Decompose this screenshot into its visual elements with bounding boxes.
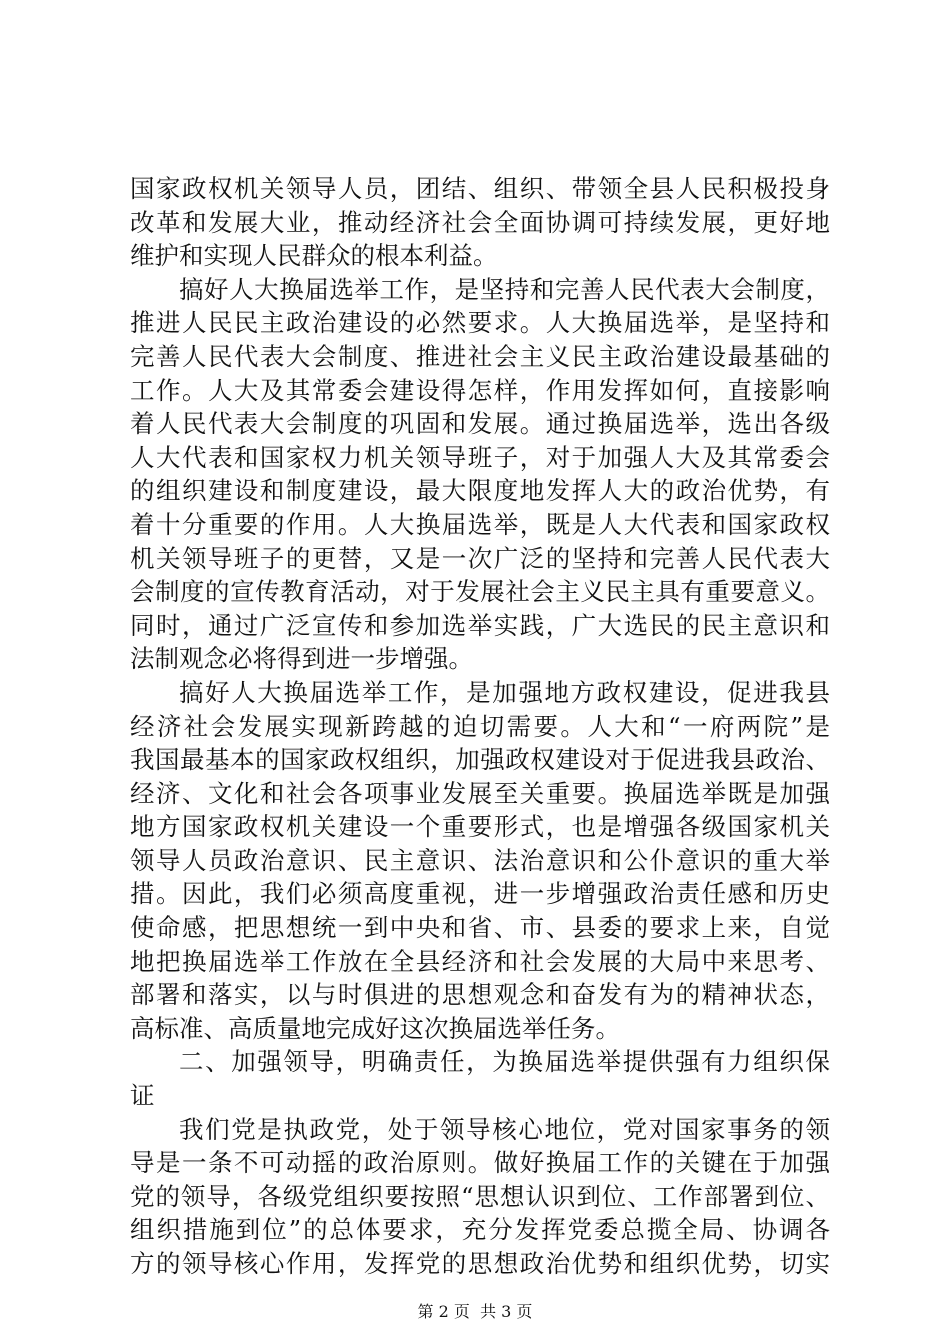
text-line: 领导人员政治意识、民主意识、法治意识和公仆意识的重大举 — [130, 845, 830, 875]
text-line: 措。因此，我们必须高度重视，进一步增强政治责任感和历史 — [130, 879, 830, 909]
text-line: 的组织建设和制度建设，最大限度地发挥人大的政治优势，有 — [130, 476, 830, 506]
text-line: 维护和实现人民群众的根本利益。 — [130, 241, 498, 271]
text-line: 着人民代表大会制度的巩固和发展。通过换届选举，选出各级 — [130, 409, 830, 439]
text-line: 二、加强领导，明确责任，为换届选举提供强有力组织保 — [179, 1047, 830, 1077]
text-line: 推进人民民主政治建设的必然要求。人大换届选举，是坚持和 — [130, 308, 830, 338]
text-line: 搞好人大换届选举工作，是加强地方政权建设，促进我县 — [179, 677, 830, 707]
text-line: 组织措施到位”的总体要求，充分发挥党委总揽全局、协调各 — [130, 1215, 830, 1245]
text-line: 同时，通过广泛宣传和参加选举实践，广大选民的民主意识和 — [130, 610, 830, 640]
text-line: 搞好人大换届选举工作，是坚持和完善人民代表大会制度， — [179, 274, 830, 304]
text-line: 完善人民代表大会制度、推进社会主义民主政治建设最基础的 — [130, 341, 830, 371]
text-line: 经济、文化和社会各项事业发展至关重要。换届选举既是加强 — [130, 778, 830, 808]
text-line: 国家政权机关领导人员，团结、组织、带领全县人民积极投身 — [130, 174, 830, 203]
text-line: 地把换届选举工作放在全县经济和社会发展的大局中来思考、 — [130, 946, 830, 976]
text-line: 部署和落实，以与时俱进的思想观念和奋发有为的精神状态， — [130, 980, 830, 1010]
text-line: 改革和发展大业，推动经济社会全面协调可持续发展，更好地 — [130, 207, 830, 237]
text-line: 法制观念必将得到进一步增强。 — [130, 644, 473, 674]
text-line: 人大代表和国家权力机关领导班子，对于加强人大及其常委会 — [130, 442, 830, 472]
page-footer: 第 2 页 共 3 页 — [417, 1302, 533, 1321]
text-line: 机关领导班子的更替，又是一次广泛的坚持和完善人民代表大 — [130, 543, 830, 573]
text-line: 经济社会发展实现新跨越的迫切需要。人大和“一府两院”是 — [130, 711, 830, 741]
text-line: 导是一条不可动摇的政治原则。做好换届工作的关键在于加强 — [130, 1148, 830, 1178]
text-line: 我国最基本的国家政权组织，加强政权建设对于促进我县政治、 — [130, 745, 830, 775]
text-line: 党的领导，各级党组织要按照“思想认识到位、工作部署到位、 — [130, 1181, 830, 1211]
text-line: 方的领导核心作用，发挥党的思想政治优势和组织优势，切实 — [130, 1249, 830, 1278]
text-line: 工作。人大及其常委会建设得怎样，作用发挥如何，直接影响 — [130, 375, 830, 405]
document-body — [130, 172, 830, 1281]
text-line: 使命感，把思想统一到中央和省、市、县委的要求上来，自觉 — [130, 913, 830, 943]
text-line: 我们党是执政党，处于领导核心地位，党对国家事务的领 — [179, 1114, 830, 1144]
text-line: 会制度的宣传教育活动，对于发展社会主义民主具有重要意义。 — [130, 577, 830, 607]
text-line: 证 — [130, 1081, 155, 1111]
text-line: 地方国家政权机关建设一个重要形式，也是增强各级国家机关 — [130, 812, 830, 842]
text-line: 高标准、高质量地完成好这次换届选举任务。 — [130, 1013, 620, 1043]
text-line: 着十分重要的作用。人大换届选举，既是人大代表和国家政权 — [130, 509, 830, 539]
